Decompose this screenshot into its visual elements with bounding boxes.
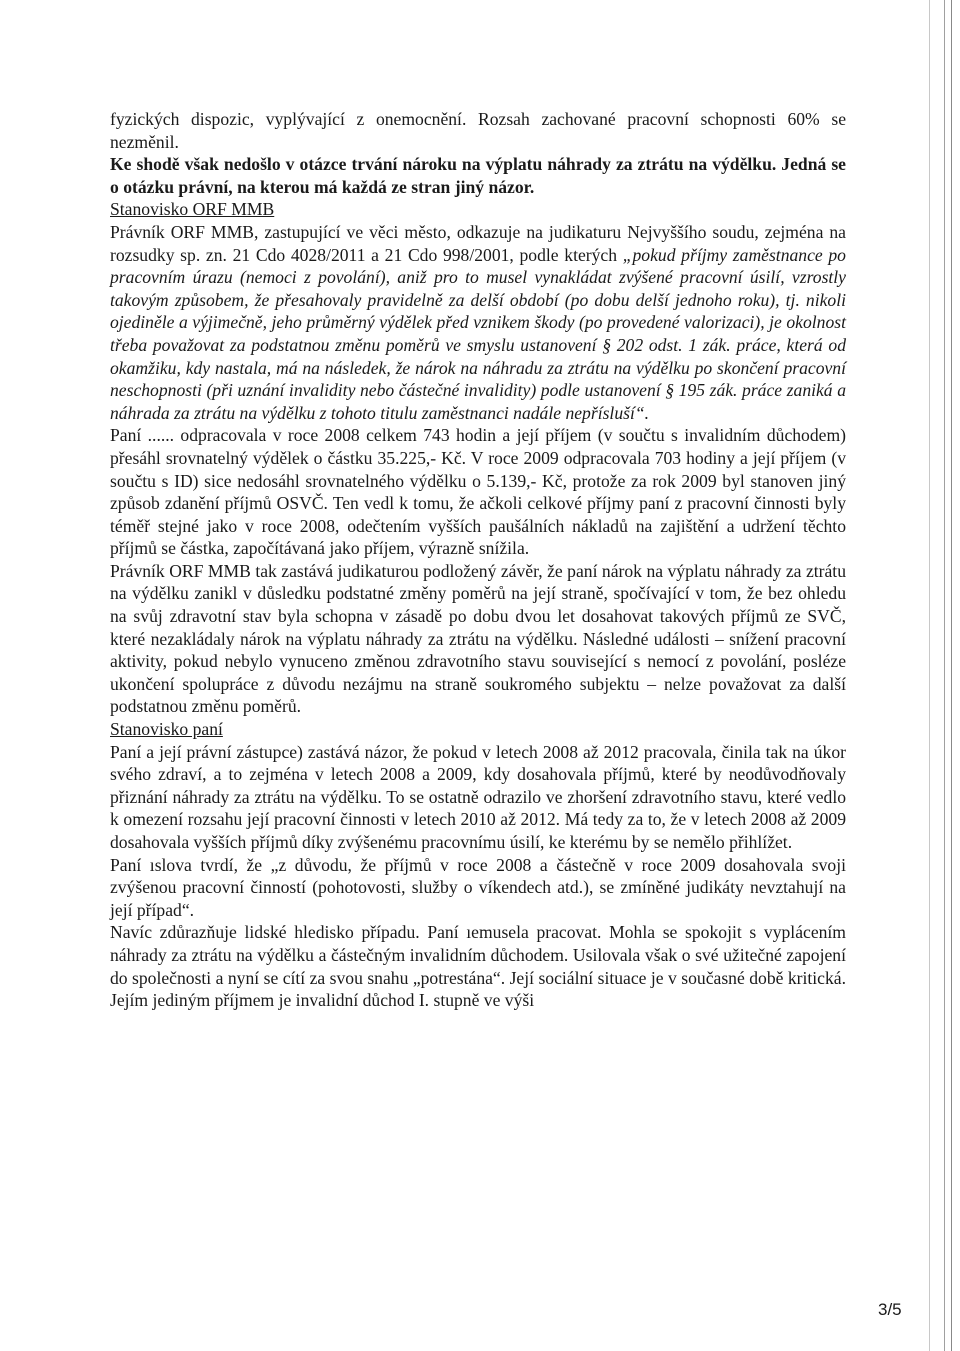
section-heading-applicant: Stanovisko paní [110, 719, 223, 740]
page-number: 3/5 [878, 1300, 902, 1319]
orf-intro-text: Právník ORF MMB, zastupující ve věci město, odkazuje na judikaturu Nejvyššího soudu, zejména na rozsudky sp. zn. 21 Cdo 4028/2011 a 21 Cdo 998/2001, podle kterých [110, 221, 846, 265]
applicant-claim-paragraph: Paní ıslova tvrdí, že „z důvodu, že příjmů v roce 2008 a částečně v roce 2009 dosahovala svoji zvýšenou pracovní činností (pohotovosti, služby o víkendech atd.), se zmíněné judikáty nevztahují na její případ“. [110, 854, 846, 920]
disagreement-paragraph: Ke shodě však nedošlo v otázce trvání nároku na výplatu náhrady za ztrátu na výdělku. Jedná se o otázku právní, na kterou má každá ze stran jiný názor. [110, 154, 846, 197]
scan-edge-line [929, 0, 930, 1351]
section-heading-orf: Stanovisko ORF MMB [110, 199, 275, 220]
conclusion-paragraph: Právník ORF MMB tak zastává judikaturou podložený závěr, že paní nárok na výplatu náhrady za ztrátu na výdělku zanikl v důsledku podstatné změny poměrů na její straně, spočívající v tom, že bez ohledu na svůj zdravotní stav byla schopna v zásadě po dobu dvou let dosahovat takových příjmů ze SVČ, které nezakládaly nárok na výplatu náhrady za ztrátu na výdělku. Následné události – snížení pracovní aktivity, pokud nebylo vynuceno změnou zdravotního stavu související s nemocí z povolání, posléze ukončení spolupráce z důvodu nezájmu na straně soukromého subjektu – nelze považovat za další podstatnou změnu poměrů. [110, 560, 846, 717]
court-quote: „pokud příjmy zaměstnance po pracovním úrazu (nemoci z povolání), aniž pro to musel vynakládat zvýšené pracovní úsilí, vzrostly takovým způsobem, že přesahovaly pravidelně za delší období (po dobu delší jednoho roku), tj. nikoli ojediněle a výjimečně, jeho průměrný výdělek před vznikem škody (po provedené valorizaci), je okolnost třeba považovat za podstatnou změnu poměrů ve smyslu ustanovení § 202 odst. 1 zák. práce, která od okamžiku, kdy nastala, má na následek, že nárok na náhradu za ztrátu na výdělku po skončení pracovní neschopnosti (při uznání invalidity nebo částečné invalidity) podle ustanovení § 195 zák. práce zaniká a náhrada za ztrátu na výdělku z tohoto titulu zaměstnanci nadále nepřísluší“. [110, 244, 846, 423]
document-body [110, 108, 846, 1012]
orf-argument-paragraph [110, 221, 846, 424]
paragraph: fyzických dispozic, vyplývající z onemocnění. Rozsah zachované pracovní schopnosti 60% se nezměnil. [110, 109, 846, 152]
applicant-position-paragraph: Paní a její právní zástupce) zastává názor, že pokud v letech 2008 až 2012 pracovala, činila tak na úkor svého zdraví, a to zejména v letech 2008 a 2009, kdy dosahovala příjmů, které by neodůvodňovaly přiznání náhrady za ztrátu na výdělku. To se ostatně odrazilo ve zhoršení zdravotního stavu, které vedlo k omezení rozsahu její pracovní činnosti v letech 2010 až 2012. Má tedy za to, že v letech 2008 až 2009 dosahovala vyšších příjmů díky zvýšenému pracovnímu úsilí, ke kterému by se nemělo přihlížet. [110, 741, 846, 852]
human-aspect-paragraph: Navíc zdůrazňuje lidské hledisko případu. Paní ıemusela pracovat. Mohla se spokojit s vyplácením náhrady za ztrátu na výdělku a částečným invalidním důchodem. Usilovala však o své užitečné zapojení do společnosti a nyní se cítí za svou snahu „potrestána“. Její sociální situace je v současné době kritická. Jejím jediným příjmem je invalidní důchod I. stupně ve výši [110, 922, 846, 1011]
scan-edge-line [951, 0, 952, 1351]
income-paragraph: Paní ...... odpracovala v roce 2008 celkem 743 hodin a její příjem (v součtu s invalidním důchodem) přesáhl srovnatelný výdělek o částku 35.225,- Kč. V roce 2009 odpracovala 703 hodiny a její příjem (v součtu s ID) sice nedosáhl srovnatelného výdělku o 5.139,- Kč, protože za rok 2009 byl stanoven jiný způsob zdanění příjmů OSVČ. Ten vedl k tomu, že ačkoli celkové příjmy paní z pracovní činnosti byly téměř stejné jako v roce 2008, odečtením vyšších paušálních nákladů na zajištění a udržení těchto příjmů se částka, započítávaná jako příjem, výrazně snížila. [110, 425, 846, 559]
scan-edge-line [944, 0, 945, 1351]
